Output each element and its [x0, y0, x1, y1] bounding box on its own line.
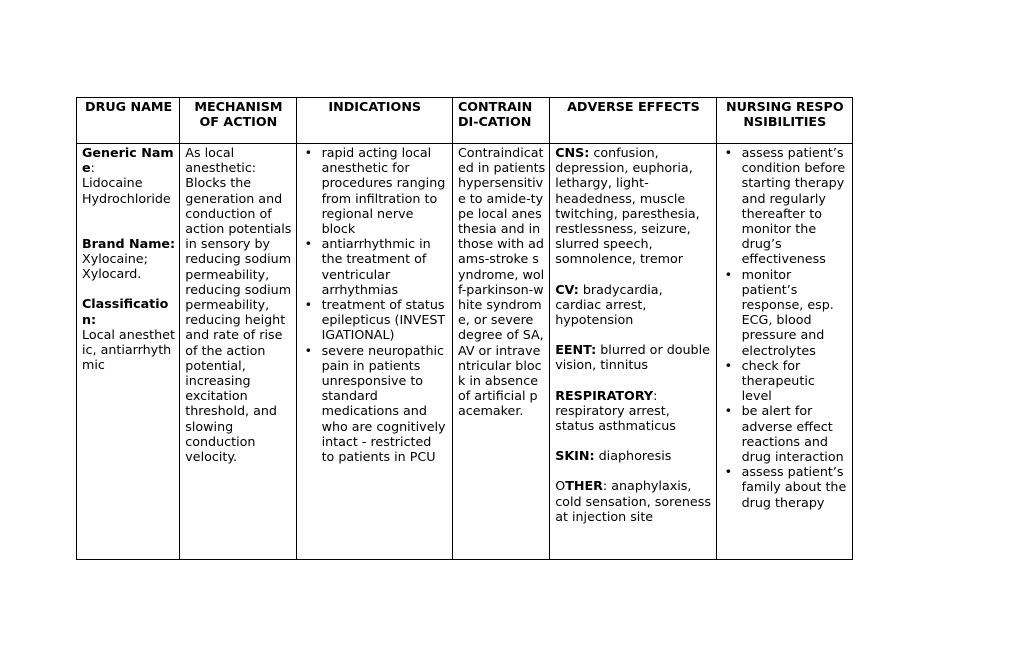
brand-name-label: Brand Name: — [82, 235, 176, 251]
indications-cell — [296, 144, 452, 560]
adverse-other: OTHER: anaphylaxis, cold sensation, soreness at injection site — [555, 478, 711, 524]
nursing-cell — [716, 144, 852, 560]
header-drug-name: DRUG NAME — [77, 98, 180, 144]
list-item: • monitor patient’s response, esp. ECG, blood pressure and electrolytes — [742, 267, 848, 358]
mechanism-cell — [180, 144, 296, 560]
list-item: • be alert for adverse effect reactions and drug interaction — [742, 403, 848, 464]
classification-value: Local anesthetic, antiarrhythmic — [82, 326, 175, 373]
list-item: • assess patient’s condition before starting therapy and regularly thereafter to monitor the drug’s effectiveness — [742, 145, 848, 267]
list-item: • assess patient’s family about the drug therapy — [742, 464, 848, 510]
adverse-cns: CNS: confusion, depression, euphoria, lethargy, light-headedness, muscle twitching, paresthesia, restlessness, seizure, slurred speech, somnolence, tremor — [555, 145, 700, 267]
drug-table — [76, 97, 853, 560]
header-row — [77, 98, 853, 144]
generic-name-label: Generic Name — [82, 145, 174, 176]
contraindication-text: Contraindicated in patients hypersensitive to amide-type local anesthesia and in those with adams-stroke syndrome, wolf-parkinson-white syndrome, or severe degree of SA,AV or intraventricular block in absence of artificial pacemaker. — [457, 145, 546, 419]
mechanism-text: As local anesthetic: Blocks the generation and conduction of action potentials in sensory by reducing sodium permeability, reducing sodium permeability, reducing height and rate of rise of the action potential, increasing excitation threshold, and slowing conduction velocity. — [185, 145, 292, 465]
header-indications: INDICATIONS — [296, 98, 452, 144]
adverse-skin: SKIN: diaphoresis — [555, 448, 672, 464]
table-row — [77, 144, 853, 560]
list-item: • check for therapeutic level — [742, 358, 848, 404]
list-item: • antiarrhythmic in the treatment of ventricular arrhythmias — [322, 236, 448, 297]
header-mechanism: MECHANISM OF ACTION — [180, 98, 296, 144]
classification-label: Classification: — [82, 296, 169, 327]
header-adverse-effects: ADVERSE EFFECTS — [550, 98, 716, 144]
list-item: • severe neuropathic pain in patients unresponsive to standard medications and who are cognitively intact - restricted to patients in PCU — [322, 343, 448, 465]
adverse-effects-cell — [550, 144, 716, 560]
generic-name-colon: : — [90, 160, 95, 176]
header-contraindication: CONTRAIN DI-CATION — [452, 98, 549, 144]
adverse-respiratory: RESPIRATORY: respiratory arrest, status asthmaticus — [555, 387, 676, 434]
contraindication-cell — [452, 144, 549, 560]
indications-list — [302, 145, 448, 464]
generic-name-value: Lidocaine Hydrochloride — [82, 175, 171, 206]
adverse-eent: EENT: blurred or double vision, tinnitus — [555, 342, 710, 373]
nursing-list — [722, 145, 848, 510]
drug-name-cell — [77, 144, 180, 560]
brand-name-value: Xylocaine; Xylocard. — [82, 251, 148, 282]
adverse-cv: CV: bradycardia, cardiac arrest, hypotension — [555, 281, 663, 328]
header-nursing: NURSING RESPONSIBILITIES — [716, 98, 852, 144]
list-item: • treatment of status epilepticus (INVESTIGATIONAL) — [322, 297, 448, 343]
list-item: • rapid acting local anesthetic for procedures ranging from infiltration to regional nerve block — [322, 145, 448, 236]
